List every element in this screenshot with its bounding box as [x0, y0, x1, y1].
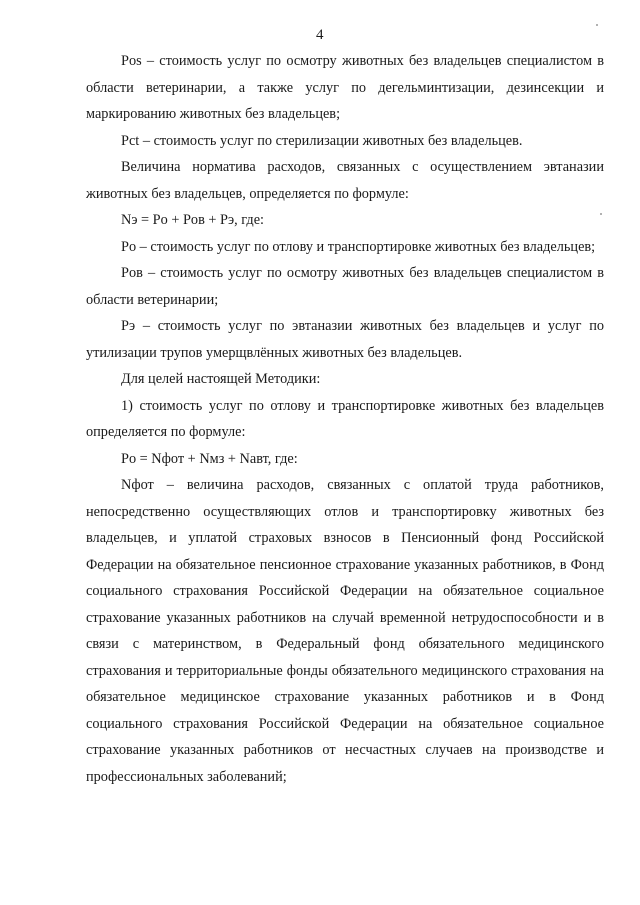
paragraph-pe-definition: Pэ – стоимость услуг по эвтаназии животных без владельцев и услуг по утилизации трупов умерщвлённых животных без владельцев. — [86, 318, 604, 361]
formula-euthanasia: Nэ = Po + Pов + Pэ, где: — [121, 212, 265, 228]
paragraph-po-definition: Po – стоимость услуг по отлову и транспортировке животных без владельцев; — [121, 238, 596, 255]
paragraph-nfot-definition: Nфот – величина расходов, связанных с оплатой труда работников, непосредственно осуществляющих отлов и транспортировку животных без владельцев, и уплатой страховых взносов в Пенсионный фонд Российской Федерации на обязательное пенсионное страхование указанных работников, в Фонд социального страхования Российской Федерации на обязательное социальное страхование указанных работников на случай временной нетрудоспособности и в связи с материнством, в Федеральный фонд обязательного медицинского страхования и территориальные фонды обязательного медицинского страхования на обязательное медицинское страхование указанных работников и в Фонд социального страхования Российской Федерации на обязательное социальное страхование указанных работников от несчастных случаев на производстве и профессиональных заболеваний; — [86, 477, 604, 785]
paragraph-pov-definition: Pов – стоимость услуг по осмотру животных без владельцев специалистом в области ветеринарии; — [86, 265, 604, 308]
formula-po: Po = Nфот + Nмз + Nавт, где: — [121, 450, 298, 467]
paragraph-pos-definition: Pos – стоимость услуг по осмотру животных без владельцев специалистом в области ветеринарии, а также услуг по дегельминтизации, дезинсекции и маркированию животных без владельцев; — [86, 53, 604, 122]
scan-speck — [596, 24, 598, 26]
paragraph-methodology-purposes: Для целей настоящей Методики: — [121, 371, 321, 387]
page-number: 4 — [316, 27, 324, 43]
paragraph-euthanasia-intro: Величина норматива расходов, связанных с осуществлением эвтаназии животных без владельцев, определяется по формуле: — [86, 159, 604, 202]
document-body — [86, 48, 604, 790]
paragraph-item-1: 1) стоимость услуг по отлову и транспортировке животных без владельцев определяется по формуле: — [86, 397, 604, 440]
paragraph-pct-definition: Pct – стоимость услуг по стерилизации животных без владельцев. — [121, 132, 523, 149]
